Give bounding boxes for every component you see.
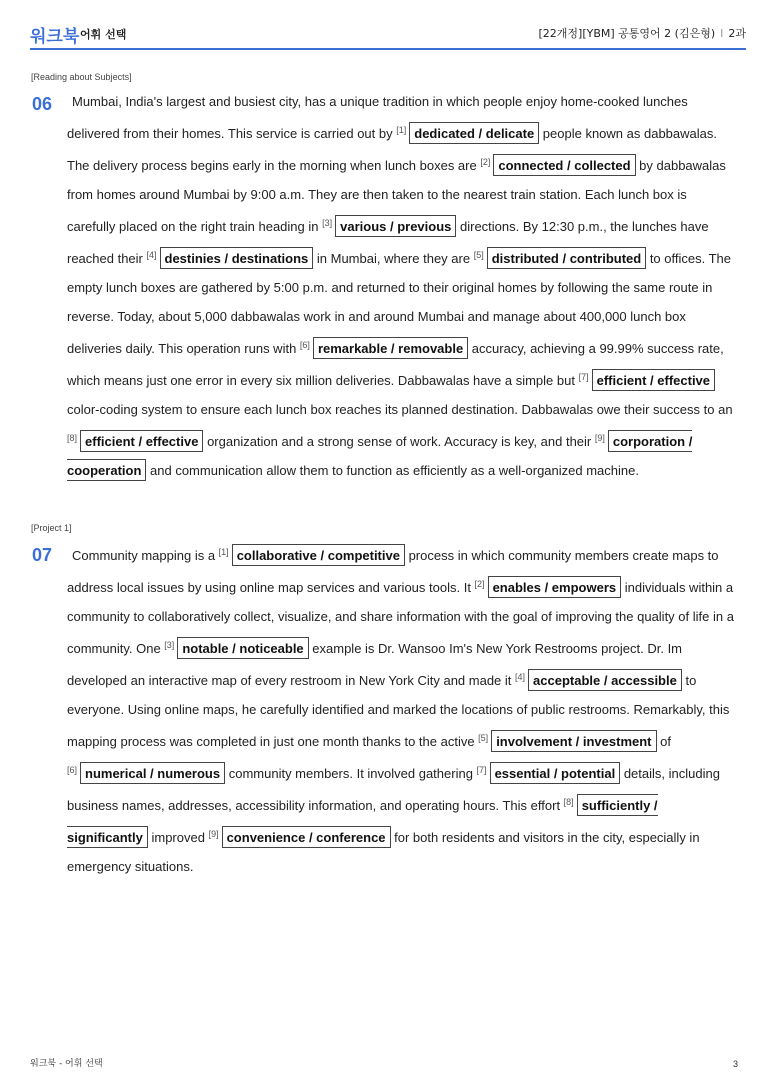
blank-marker: [9] xyxy=(594,433,605,443)
course-info xyxy=(539,25,747,41)
blank-marker: [1] xyxy=(218,547,229,557)
course-title: [22개정][YBM] 공통영어 2 (김은형) xyxy=(538,27,716,40)
passage-text-run: community members. It involved gathering xyxy=(225,766,477,781)
passage-07 xyxy=(67,538,735,881)
passage-text-run: improved xyxy=(147,830,209,845)
blank-marker: [4] xyxy=(515,672,526,682)
question-number-07: 07 xyxy=(32,545,53,565)
passage-text-run: Community mapping is a xyxy=(72,548,219,563)
word-choice-box[interactable]: convenience / conference xyxy=(222,826,391,848)
lesson-label: 2과 xyxy=(728,27,746,40)
brand-title: 워크북 xyxy=(30,27,80,47)
word-choice-box[interactable]: various / previous xyxy=(335,215,456,237)
blank-marker: [3] xyxy=(322,218,333,228)
question-number-06: 06 xyxy=(32,94,53,114)
footer-label: 워크북 - 어휘 선택 xyxy=(30,1059,103,1069)
word-choice-box[interactable]: connected / collected xyxy=(493,154,635,176)
page-subtitle: 어휘 선택 xyxy=(80,28,127,41)
word-choice-box[interactable]: remarkable / removable xyxy=(313,337,468,359)
blank-marker: [2] xyxy=(480,157,491,167)
passage-text xyxy=(67,87,735,485)
word-choice-box[interactable]: enables / empowers xyxy=(488,576,622,598)
word-choice-box[interactable]: distributed / contributed xyxy=(487,247,647,269)
blank-marker: [6] xyxy=(299,340,310,350)
word-choice-box[interactable]: essential / potential xyxy=(490,762,621,784)
word-choice-box[interactable]: notable / noticeable xyxy=(177,637,308,659)
blank-marker: [7] xyxy=(578,372,589,382)
word-choice-box[interactable]: sufficiently / significantly xyxy=(67,794,658,848)
word-choice-box[interactable]: acceptable / accessible xyxy=(528,669,682,691)
word-choice-box[interactable]: dedicated / delicate xyxy=(409,122,539,144)
word-choice-box[interactable]: involvement / investment xyxy=(491,730,656,752)
passage-text-run: individuals within a community to collaboratively collect, visualize, and share information with the goal of improving the quality of life in a community. One xyxy=(67,580,734,656)
blank-marker: [5] xyxy=(478,733,489,743)
section-tag-06: [Reading about Subjects] xyxy=(31,72,132,82)
word-choice-box[interactable]: numerical / numerous xyxy=(80,762,225,784)
passage-text-run: people known as dabbawalas. The delivery process begins early in the morning when lunch boxes are xyxy=(67,126,717,173)
page-number: 3 xyxy=(732,1059,738,1069)
section-tag-07: [Project 1] xyxy=(31,523,72,533)
passage-text-run: in Mumbai, where they are xyxy=(313,251,474,266)
blank-marker: [8] xyxy=(563,797,574,807)
blank-marker: [8] xyxy=(67,433,78,443)
passage-text-run: to everyone. Using online maps, he carefully identified and marked the locations of public restrooms. Remarkably, this mapping process was completed in just one month thanks to the active xyxy=(67,673,730,749)
word-choice-box[interactable]: corporation / cooperation xyxy=(67,430,692,481)
passage-text-run: to offices. The empty lunch boxes are gathered by 5:00 p.m. and returned to their original homes by following the same route in reverse. Today, about 5,000 dabbawalas work in and around Mumbai and manage about 400,000 lunch box deliveries daily. This operation runs with xyxy=(67,251,731,356)
passage-text-run: example is Dr. Wansoo Im's New York Restrooms project. Dr. Im developed an interactive map of every restroom in New York City and made it xyxy=(67,641,683,688)
word-choice-box[interactable]: efficient / effective xyxy=(592,369,715,391)
passage-text-run: accuracy, achieving a 99.99% success rate, which means just one error in every six million deliveries. Dabbawalas have a simple but xyxy=(67,341,724,388)
blank-marker: [7] xyxy=(476,765,487,775)
blank-marker: [6] xyxy=(67,765,78,775)
passage-06 xyxy=(67,87,735,485)
passage-text xyxy=(67,538,735,881)
blank-marker: [9] xyxy=(208,829,219,839)
passage-text-run: by dabbawalas from homes around Mumbai by 9:00 a.m. They are then taken to the nearest train station. Each lunch box is carefully placed on the right train heading in xyxy=(67,158,726,234)
passage-text-run: details, including business names, addresses, accessibility information, and operating hours. This effort xyxy=(67,766,720,813)
word-choice-box[interactable]: collaborative / competitive xyxy=(232,544,405,566)
passage-text-run: and communication allow them to function as efficiently as a well-organized machine. xyxy=(146,463,639,478)
word-choice-box[interactable]: destinies / destinations xyxy=(160,247,314,269)
blank-marker: [5] xyxy=(473,250,484,260)
blank-marker: [2] xyxy=(474,579,485,589)
blank-marker: [3] xyxy=(164,640,175,650)
passage-text-run: of xyxy=(656,734,671,749)
blank-marker: [4] xyxy=(146,250,157,260)
passage-text-run: color-coding system to ensure each lunch box reaches its planned destination. Dabbawalas owe their success to an xyxy=(67,402,733,417)
passage-text-run: directions. By 12:30 p.m., the lunches have reached their xyxy=(67,219,709,266)
word-choice-box[interactable]: efficient / effective xyxy=(80,430,203,452)
passage-text-run: for both residents and visitors in the city, especially in emergency situations. xyxy=(67,830,700,874)
blank-marker: [1] xyxy=(396,125,407,135)
header-separator: I xyxy=(720,27,724,40)
page-header xyxy=(30,20,746,50)
passage-text-run: organization and a strong sense of work. Accuracy is key, and their xyxy=(203,434,595,449)
passage-text-run: process in which community members create maps to address local issues by using online map services and various tools. It xyxy=(67,548,719,595)
passage-text-run: Mumbai, India's largest and busiest city, has a unique tradition in which people enjoy home-cooked lunches delivered from their homes. This service is carried out by xyxy=(67,94,688,141)
